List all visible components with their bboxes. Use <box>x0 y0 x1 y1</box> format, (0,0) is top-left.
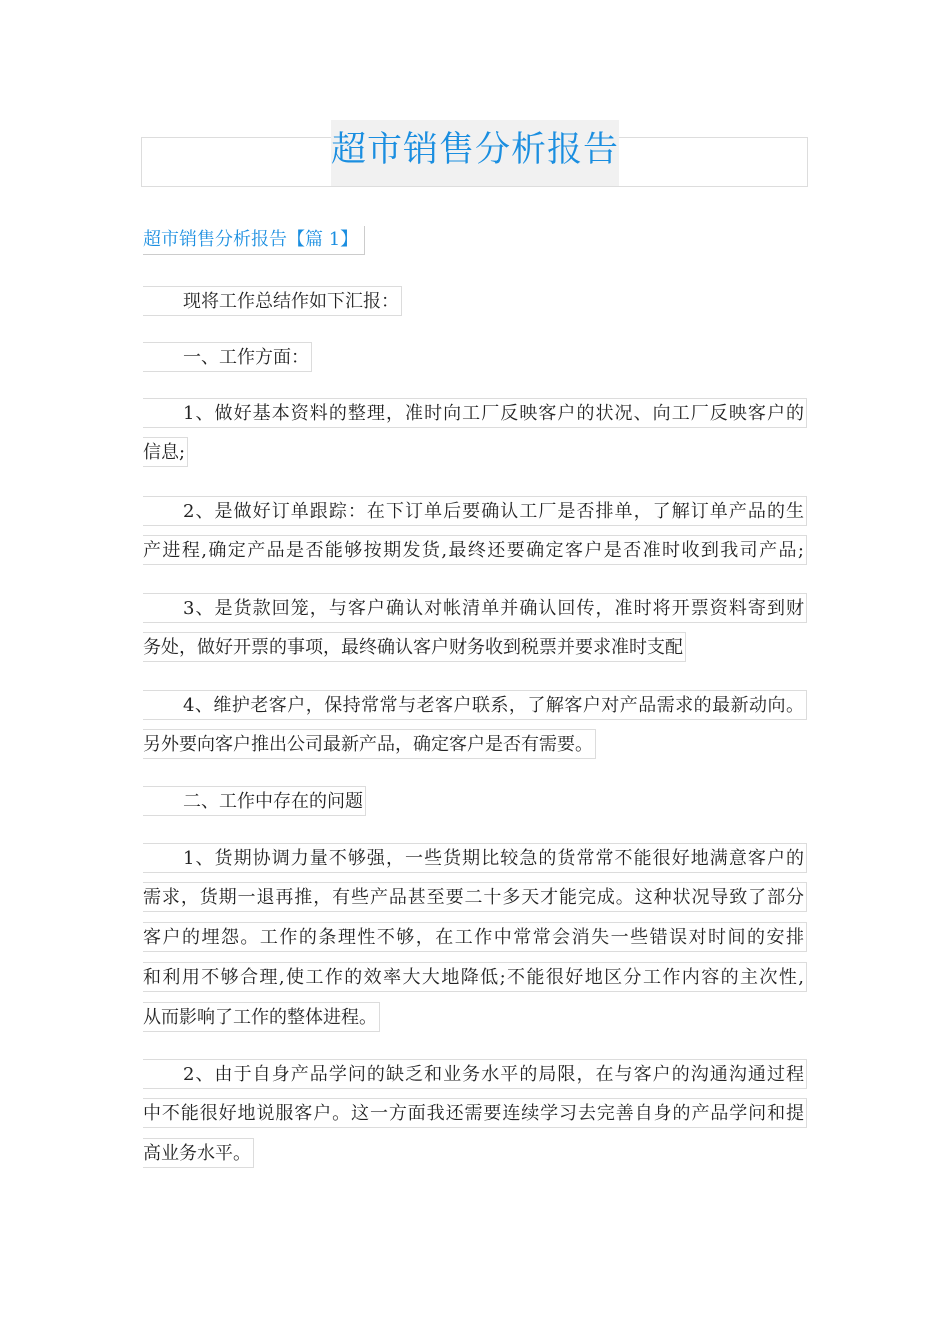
paragraph-line: 4、维护老客户，保持常常与老客户联系，了解客户对产品需求的最新动向。 <box>143 690 807 720</box>
paragraph-line: 需求，货期一退再推，有些产品甚至要二十多天才能完成。这种状况导致了部分 <box>143 882 807 912</box>
paragraph-line: 产进程,确定产品是否能够按期发货,最终还要确定客户是否准时收到我司产品; <box>143 535 807 565</box>
paragraph-line: 另外要向客户推出公司最新产品，确定客户是否有需要。 <box>143 729 596 759</box>
paragraph-line: 客户的埋怨。工作的条理性不够，在工作中常常会消失一些错误对时间的安排 <box>143 922 807 952</box>
paragraph-line: 2、是做好订单跟踪：在下订单后要确认工厂是否排单，了解订单产品的生 <box>143 496 807 526</box>
section-heading: 超市销售分析报告【篇 1】 <box>143 226 365 255</box>
paragraph-line: 二、工作中存在的问题 <box>143 786 366 816</box>
paragraph-line: 务处，做好开票的事项，最终确认客户财务收到税票并要求准时支配 <box>143 632 686 662</box>
paragraph-line: 从而影响了工作的整体进程。 <box>143 1002 380 1032</box>
paragraph-line: 现将工作总结作如下汇报： <box>143 286 402 316</box>
paragraph-line: 高业务水平。 <box>143 1138 254 1168</box>
paragraph-line: 信息; <box>143 437 188 467</box>
paragraph-line: 中不能很好地说服客户。这一方面我还需要连续学习去完善自身的产品学问和提 <box>143 1098 807 1128</box>
paragraph-line: 和利用不够合理,使工作的效率大大地降低;不能很好地区分工作内容的主次性, <box>143 962 807 992</box>
paragraph-line: 1、做好基本资料的整理，准时向工厂反映客户的状况、向工厂反映客户的 <box>143 398 807 428</box>
paragraph-line: 1、货期协调力量不够强，一些货期比较急的货常常不能很好地满意客户的 <box>143 843 807 873</box>
paragraph-line: 3、是货款回笼，与客户确认对帐清单并确认回传，准时将开票资料寄到财 <box>143 593 807 623</box>
paragraph-line: 一、工作方面： <box>143 342 312 372</box>
document-title: 超市销售分析报告 <box>331 130 620 170</box>
paragraph-line: 2、由于自身产品学问的缺乏和业务水平的局限，在与客户的沟通沟通过程 <box>143 1059 807 1089</box>
